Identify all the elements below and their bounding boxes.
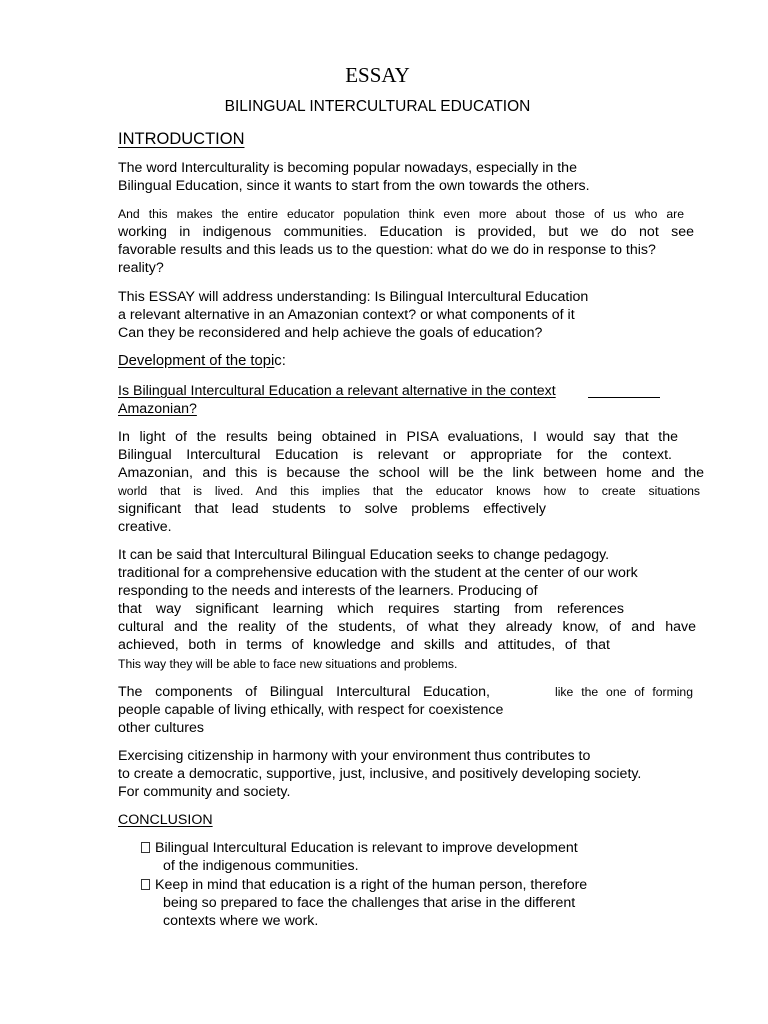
paragraph-line: favorable results and this leads us to the question: what do we do in response to this?: [118, 242, 656, 258]
development-heading-tail: c:: [274, 353, 286, 369]
paragraph-line: Bilingual Education, since it wants to start from the own towards the others.: [118, 178, 590, 194]
question-line: Is Bilingual Intercultural Education a relevant alternative in the context: [118, 383, 556, 399]
paragraph-line: cultural and the reality of the students, of what they already know, of and have: [118, 619, 696, 635]
essay-title: ESSAY: [345, 63, 410, 87]
essay-subtitle: BILINGUAL INTERCULTURAL EDUCATION: [224, 98, 531, 115]
paragraph-line: The word Interculturality is becoming popular nowadays, especially in the: [118, 160, 577, 176]
bullet-continuation: of the indigenous communities.: [163, 858, 359, 874]
paragraph-line: Can they be reconsidered and help achieve the goals of education?: [118, 325, 543, 341]
bullet-box-icon: [141, 842, 150, 853]
paragraph-line: creative.: [118, 519, 172, 535]
bullet-line: Bilingual Intercultural Education is relevant to improve development: [141, 839, 578, 857]
paragraph-line: traditional for a comprehensive education with the student at the center of our work: [118, 565, 638, 581]
bullet-continuation: being so prepared to face the challenges that arise in the different: [163, 895, 576, 911]
development-heading: [118, 352, 286, 370]
paragraph-line: responding to the needs and interests of the learners. Producing of: [118, 583, 538, 599]
question-underline-extension: [588, 397, 660, 398]
paragraph-line: Amazonian, and this is because the school will be the link between home and the: [118, 465, 704, 481]
paragraph-line: It can be said that Intercultural Bilingual Education seeks to change pedagogy.: [118, 547, 610, 563]
bullet-box-icon: [141, 879, 150, 890]
paragraph-line: The components of Bilingual Intercultural Education,: [118, 684, 490, 700]
paragraph-line: This way they will be able to face new situations and problems.: [118, 657, 458, 671]
paragraph-side-line: like the one of forming: [555, 685, 693, 699]
paragraph-line: This ESSAY will address understanding: Is Bilingual Intercultural Education: [118, 289, 589, 305]
development-heading-underlined: Development of the topi: [118, 353, 275, 369]
bullet-continuation: contexts where we work.: [163, 913, 319, 929]
paragraph-line: people capable of living ethically, with respect for coexistence: [118, 702, 504, 718]
paragraph-line: achieved, both in terms of knowledge and skills and attitudes, of that: [118, 637, 610, 653]
paragraph-line: to create a democratic, supportive, just, inclusive, and positively developing society.: [118, 766, 642, 782]
conclusion-heading: CONCLUSION: [118, 812, 213, 828]
paragraph-line: For community and society.: [118, 784, 291, 800]
introduction-heading: INTRODUCTION: [118, 130, 245, 148]
paragraph-line: Exercising citizenship in harmony with your environment thus contributes to: [118, 748, 591, 764]
question-line: Amazonian?: [118, 401, 197, 417]
paragraph-line: other cultures: [118, 720, 204, 736]
paragraph-line: that way significant learning which requires starting from references: [118, 601, 624, 617]
paragraph-line: working in indigenous communities. Education is provided, but we do not see: [118, 224, 694, 240]
paragraph-line: In light of the results being obtained in PISA evaluations, I would say that the: [118, 429, 678, 445]
paragraph-line: a relevant alternative in an Amazonian context? or what components of it: [118, 307, 575, 323]
paragraph-line: significant that lead students to solve problems effectively: [118, 501, 546, 517]
paragraph-line: Bilingual Intercultural Education is relevant or appropriate for the context.: [118, 447, 672, 463]
bullet-line: Keep in mind that education is a right of the human person, therefore: [141, 876, 587, 894]
paragraph-line: reality?: [118, 260, 164, 276]
paragraph-line: world that is lived. And this implies that the educator knows how to create situations: [118, 484, 700, 498]
paragraph-line: And this makes the entire educator population think even more about those of us who are: [118, 207, 684, 221]
